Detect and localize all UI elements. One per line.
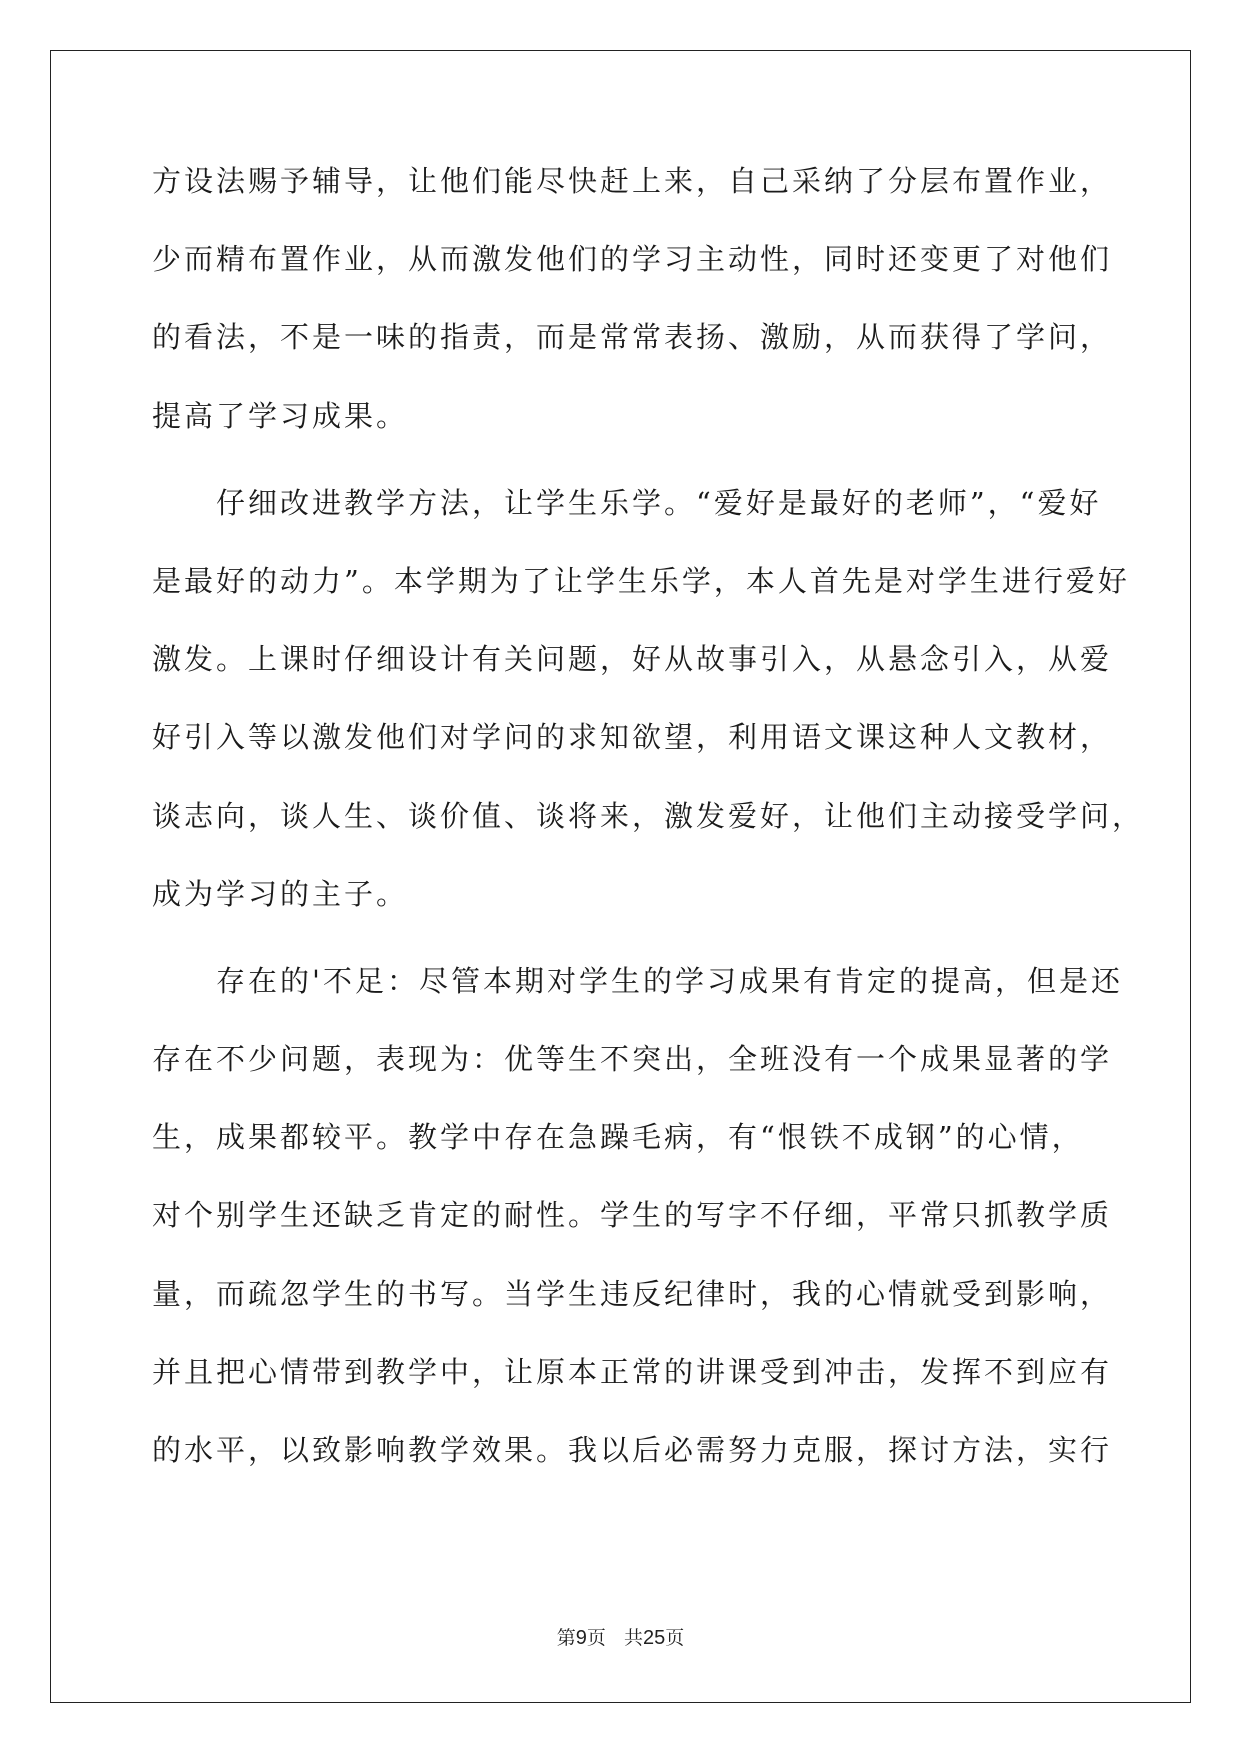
text-line: 谈志向，谈人生、谈价值、谈将来，激发爱好，让他们主动接受学问， <box>152 798 1145 833</box>
text-line: 量，而疏忽学生的书写。当学生违反纪律时，我的心情就受到影响， <box>152 1276 1113 1311</box>
total-pages: 25 <box>642 1627 666 1649</box>
text-line: 对个别学生还缺乏肯定的耐性。学生的写字不仔细，平常只抓教学质 <box>152 1198 1113 1233</box>
page-footer <box>0 1627 1241 1649</box>
page-suffix: 页 <box>586 1627 606 1649</box>
text-line: 方设法赐予辅导，让他们能尽快赶上来，自己采纳了分层布置作业， <box>152 164 1113 198</box>
text-line: 仔细改进教学方法，让学生乐学。“爱好是最好的老师”，“爱好 <box>216 485 1102 520</box>
text-line: 提高了学习成果。 <box>152 398 409 433</box>
total-suffix: 页 <box>665 1627 685 1649</box>
total-prefix: 共 <box>623 1627 643 1649</box>
page-prefix: 第 <box>556 1627 576 1649</box>
text-line: 成为学习的主子。 <box>152 876 409 911</box>
text-line: 的水平，以致影响教学效果。我以后必需努力克服，探讨方法，实行 <box>152 1433 1113 1467</box>
text-line: 并且把心情带到教学中，让原本正常的讲课受到冲击，发挥不到应有 <box>152 1354 1113 1389</box>
document-body <box>152 164 1145 1514</box>
text-line: 是最好的动力”。本学期为了让学生乐学，本人首先是对学生进行爱好 <box>152 563 1130 598</box>
text-line: 生，成果都较平。教学中存在急躁毛病，有“恨铁不成钢”的心情， <box>152 1120 1084 1155</box>
text-line: 存在的'不足：尽管本期对学生的学习成果有肯定的提高，但是还 <box>216 963 1123 998</box>
page-number: 9 <box>575 1627 587 1649</box>
text-line: 好引入等以激发他们对学问的求知欲望，利用语文课这种人文教材， <box>152 720 1113 755</box>
text-line: 少而精布置作业，从而激发他们的学习主动性，同时还变更了对他们 <box>152 242 1113 277</box>
text-line: 激发。上课时仔细设计有关问题，好从故事引入，从悬念引入，从爱 <box>152 642 1113 677</box>
text-line: 存在不少问题，表现为：优等生不突出，全班没有一个成果显著的学 <box>152 1042 1113 1077</box>
text-line: 的看法，不是一味的指责，而是常常表扬、激励，从而获得了学问， <box>152 320 1113 355</box>
